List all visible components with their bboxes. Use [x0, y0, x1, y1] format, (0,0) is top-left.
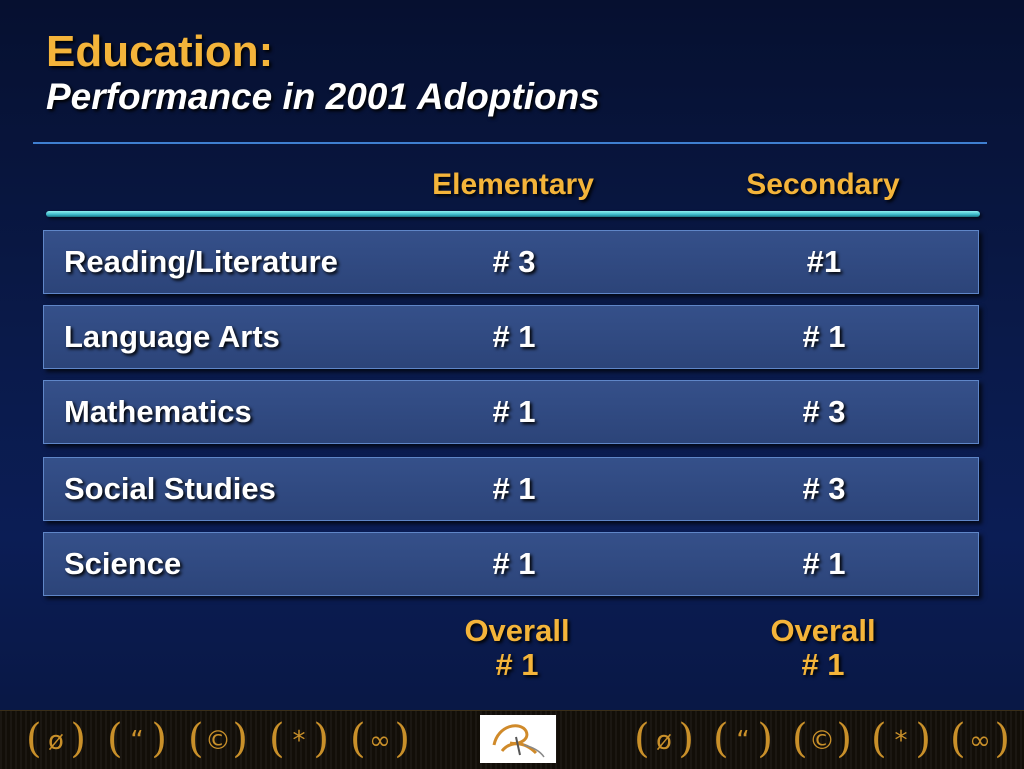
slide-subtitle: Performance in 2001 Adoptions: [46, 76, 600, 117]
row-secondary-rank: # 3: [802, 394, 846, 429]
overall-secondary-label: Overall: [770, 613, 876, 648]
row-elementary-rank: # 1: [492, 546, 536, 581]
slide-title: Education:: [46, 27, 274, 76]
copyright-icon: ( © ): [188, 723, 248, 759]
row-secondary-rank: # 1: [802, 319, 846, 354]
row-secondary-rank: # 1: [802, 546, 846, 581]
row-subject: Mathematics: [64, 394, 252, 429]
header-divider-bar: [46, 211, 980, 217]
row-secondary-rank: #1: [806, 244, 842, 279]
title-divider: [33, 142, 987, 144]
infinity-icon: ( ∞ ): [950, 723, 1010, 759]
table-row: [43, 230, 979, 294]
quote-icon: ( “ ): [107, 723, 167, 759]
row-elementary-rank: # 3: [492, 244, 536, 279]
row-subject: Reading/Literature: [64, 244, 338, 279]
row-subject: Social Studies: [64, 471, 276, 506]
row-secondary-rank: # 3: [802, 471, 846, 506]
column-header-elementary: Elementary: [432, 168, 594, 201]
empty-set-icon: ( ø ): [634, 723, 694, 759]
table-row: [43, 457, 979, 521]
row-elementary-rank: # 1: [492, 471, 536, 506]
table-row: [43, 380, 979, 444]
row-subject: Science: [64, 546, 182, 581]
asterisk-icon: ( * ): [871, 723, 931, 759]
overall-secondary: [693, 614, 953, 682]
stylized-r-logo-icon: [480, 715, 556, 763]
row-subject: Language Arts: [64, 319, 280, 354]
column-header-secondary: Secondary: [746, 168, 900, 201]
table-row: [43, 532, 979, 596]
row-elementary-rank: # 1: [492, 319, 536, 354]
overall-secondary-rank: # 1: [801, 647, 845, 682]
quote-icon: ( “ ): [713, 723, 773, 759]
infinity-icon: ( ∞ ): [350, 723, 410, 759]
empty-set-icon: ( ø ): [26, 723, 86, 759]
asterisk-icon: ( * ): [269, 723, 329, 759]
table-row: [43, 305, 979, 369]
row-elementary-rank: # 1: [492, 394, 536, 429]
overall-elementary-label: Overall: [464, 613, 570, 648]
overall-elementary-rank: # 1: [495, 647, 539, 682]
copyright-icon: ( © ): [792, 723, 852, 759]
overall-elementary: [387, 614, 647, 682]
